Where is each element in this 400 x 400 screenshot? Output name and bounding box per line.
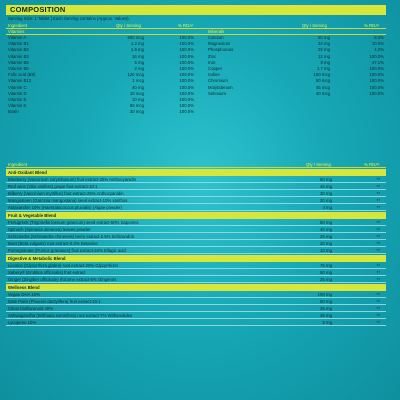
- ingredient-name: Sabery® (Emblica officinalis) fruit extract: [8, 270, 86, 275]
- ingredient-rda: **: [376, 263, 380, 268]
- ingredient-row: [6, 226, 386, 233]
- mineral-rda: 8.3%: [374, 35, 384, 40]
- ingredient-qty: 50 mg: [320, 220, 332, 225]
- mineral-rda: 100.0%: [369, 72, 384, 78]
- ingredient-qty: 5 mg: [322, 320, 332, 325]
- mineral-rda: 100.0%: [369, 90, 384, 96]
- mineral-name: Selenium: [208, 90, 226, 96]
- composition-panel: [6, 5, 386, 375]
- ingredient-name: Ashwagandha (Withania somnifera) root extract-7% Withanolides: [8, 313, 133, 318]
- vitamin-name: Biotin: [8, 109, 19, 115]
- ingredient-blends: [6, 169, 386, 326]
- header-minerals-rda: % RDA¹: [364, 23, 380, 28]
- blend-header: Anti-Oxidant Blend: [6, 169, 386, 176]
- ingredient-name: Bilberry (Vaccinium myrtillus) fruit extract-25% Anthocyanidin: [8, 191, 124, 196]
- ingredient-rda: **: [376, 198, 380, 203]
- vitamin-rda: 100.0%: [179, 78, 194, 84]
- vitamin-qty: 55 mcg: [129, 103, 144, 109]
- ingredient-row: [6, 233, 386, 240]
- mineral-name: Iron: [208, 59, 216, 65]
- ingredient-name: Beet (Beta vulgaris) root extract-0.3% Betanine: [8, 241, 98, 246]
- ingredient-name: Licorice (Glycyrrhiza glabra) root extract-20% Glycyrrhizin: [8, 263, 118, 268]
- ingredient-rda: **: [376, 227, 380, 232]
- vitamin-rda: 100.0%: [179, 90, 194, 96]
- vitamin-name: Vitamin E: [8, 96, 27, 102]
- ingredient-rda: **: [376, 306, 380, 311]
- mineral-qty: 1.7 mg: [316, 65, 330, 71]
- ingredient-rda: **: [376, 205, 380, 210]
- ingredient-qty: 100 mg: [317, 292, 332, 297]
- mineral-qty: 25 mg: [318, 47, 330, 53]
- vitamin-name: Vitamin B6: [8, 65, 29, 71]
- vitamin-rda: 100.0%: [179, 35, 194, 40]
- blend-header: Fruit & Vegetable Blend: [6, 212, 386, 219]
- vitamin-qty: 1 mcg: [132, 78, 144, 84]
- mineral-qty: 8 mg: [320, 59, 330, 65]
- vitamins-minerals-header: [6, 22, 386, 29]
- mineral-rda: 10.0%: [371, 41, 384, 47]
- ingredient-rda: **: [376, 292, 380, 297]
- ingredient-row: [6, 298, 386, 305]
- serving-size-text: Serving Size: 1 Tablet | Each Serving contains (Approx. Values).: [8, 16, 130, 21]
- ingredient-qty: 20 mg: [320, 241, 332, 246]
- ingredient-name: Pomegranate (Punica granatum) fruit extract-40% Ellagic acid: [8, 248, 126, 253]
- vitamin-name: Vitamin A: [8, 35, 27, 40]
- ingredient-rda: **: [376, 270, 380, 275]
- ingredient-rda: **: [376, 320, 380, 325]
- vitamin-qty: 1.6 mg: [130, 47, 144, 53]
- ingredient-rda: **: [376, 191, 380, 196]
- ingredient-name: Spinach (Spinacia oleracea) leaves powder: [8, 227, 91, 232]
- header-rda: % RDA¹: [178, 23, 194, 28]
- ingredient-name: Lycopene 10%: [8, 320, 37, 325]
- mineral-rda: 100.0%: [369, 65, 384, 71]
- mineral-name: Zinc: [208, 53, 217, 59]
- vitamin-qty: 600 mcg: [127, 35, 144, 40]
- mineral-rda: 4.2%: [374, 47, 384, 53]
- mineral-qty: 50 mg: [318, 35, 330, 40]
- ingredient-row: [6, 190, 386, 197]
- mineral-row: [206, 91, 386, 97]
- page-title: COMPOSITION: [6, 5, 386, 15]
- mineral-name: Calcium: [208, 35, 224, 40]
- mineral-name: Molybdenum: [208, 84, 233, 90]
- ingredient-name: Date Palm (Phoenix dactylifera) fruit extract-10:1: [8, 299, 101, 304]
- vitamin-rda: 100.0%: [179, 96, 194, 102]
- vitamin-rda: 100.0%: [179, 53, 194, 59]
- minerals-label: Minerals: [208, 29, 225, 34]
- ingredient-row: [6, 176, 386, 183]
- vitamin-name: Vitamin K: [8, 103, 27, 109]
- ingredient-row: [6, 269, 386, 276]
- mineral-qty: 50 mcg: [315, 78, 330, 84]
- header-ingredient: Ingredient: [8, 23, 28, 28]
- mineral-qty: 12 mg: [318, 53, 330, 59]
- vitamin-qty: 1.2 mg: [130, 41, 144, 47]
- vitamin-rda: 100.0%: [179, 84, 194, 90]
- vitamin-name: Vitamin B3: [8, 53, 29, 59]
- ingredient-qty: 20 mg: [320, 198, 332, 203]
- ingredient-name: Citrus bioflavonoid 40%: [8, 306, 54, 311]
- vitamin-rda: 100.0%: [179, 59, 194, 65]
- mineral-rda: 100.0%: [369, 78, 384, 84]
- vitamin-name: Vitamin B12: [8, 78, 32, 84]
- vitamin-rda: 100.0%: [179, 47, 194, 53]
- vitamin-name: Vitamin D: [8, 90, 27, 96]
- ingredients-header-qty: Qty / Serving: [306, 162, 331, 167]
- vitamin-rda: 100.0%: [179, 72, 194, 78]
- ingredient-name: Blueberry (Vaccinium corymbosum) fruit extract-25% Anthocyanidin: [8, 177, 137, 182]
- vitamin-name: Vitamin B1: [8, 41, 29, 47]
- ingredient-rda: **: [376, 177, 380, 182]
- vitamin-rda: 100.0%: [179, 41, 194, 47]
- vitamin-qty: 120 mcg: [127, 72, 144, 78]
- vitamin-qty: 10 mcg: [129, 90, 144, 96]
- ingredient-name: Red wine (Vitis vinifera) grape fruit extract-10:1: [8, 184, 98, 189]
- mineral-qty: 34 mg: [318, 41, 330, 47]
- vitamin-qty: 40 mg: [132, 84, 144, 90]
- vitamin-name: Folic acid (B9): [8, 72, 36, 78]
- ingredient-name: Fenugreek (Trigonella foenum graecum) seed extract-50% Saponins: [8, 220, 139, 225]
- ingredient-qty: 25 mg: [320, 313, 332, 318]
- ingredient-name: Vegan DHA 10%: [8, 292, 41, 297]
- mineral-qty: 40 mcg: [315, 90, 330, 96]
- ingredient-qty: 25 mg: [320, 306, 332, 311]
- header-qty: Qty / Serving: [116, 23, 141, 28]
- mineral-qty: 45 mcg: [315, 84, 330, 90]
- vitamin-qty: 2 mg: [134, 65, 144, 71]
- header-minerals-qty: Qty / Serving: [302, 23, 327, 28]
- minerals-list: [206, 35, 386, 97]
- ingredient-row: [6, 276, 386, 283]
- ingredient-qty: 50 mg: [320, 177, 332, 182]
- ingredient-qty: 45 mg: [320, 184, 332, 189]
- ingredient-name: Astaxanthin 10% (Haematococcus pluvialis) (Algae powder): [8, 205, 122, 210]
- vitamin-qty: 10 mg: [132, 96, 144, 102]
- ingredient-rda: **: [376, 313, 380, 318]
- ingredient-qty: 50 mg: [320, 299, 332, 304]
- mineral-qty: 150 mcg: [313, 72, 330, 78]
- mineral-name: Iodine: [208, 72, 220, 78]
- vitamin-name: Vitamin B2: [8, 47, 29, 53]
- ingredient-row: [6, 312, 386, 319]
- vitamins-minerals-table: [6, 35, 386, 157]
- mineral-name: Chromium: [208, 78, 228, 84]
- ingredient-row: [6, 204, 386, 211]
- ingredient-rda: **: [376, 277, 380, 282]
- mineral-name: Copper: [208, 65, 223, 71]
- ingredients-header: [6, 161, 386, 168]
- ingredient-rda: **: [376, 234, 380, 239]
- vitamins-list: [6, 35, 196, 115]
- ingredient-row: [6, 240, 386, 247]
- ingredients-header-rda: % RDA¹: [364, 162, 380, 167]
- ingredient-row: [6, 305, 386, 312]
- ingredient-rda: **: [376, 241, 380, 246]
- vitamins-label: Vitamins: [8, 29, 25, 34]
- mineral-name: Phosphorous: [208, 47, 234, 53]
- vitamin-rda: 100.0%: [179, 109, 194, 115]
- blend-header: Digestive & Metabolic Blend: [6, 255, 386, 262]
- ingredient-row: [6, 183, 386, 190]
- ingredient-rda: **: [376, 220, 380, 225]
- ingredients-header-name: Ingredient: [8, 162, 28, 167]
- ingredient-row: [6, 197, 386, 204]
- ingredient-qty: 25 mg: [320, 277, 332, 282]
- ingredient-rda: **: [376, 184, 380, 189]
- vitamin-rda: 100.0%: [179, 103, 194, 109]
- ingredient-rda: **: [376, 299, 380, 304]
- mineral-name: Magnesium: [208, 41, 231, 47]
- ingredient-row: [6, 262, 386, 269]
- ingredient-row: [6, 247, 386, 254]
- ingredient-qty: 30 mg: [320, 191, 332, 196]
- ingredient-qty: 10 mg: [320, 248, 332, 253]
- ingredient-row: [6, 319, 386, 326]
- mineral-rda: 47.1%: [371, 59, 384, 65]
- ingredient-qty: 75 mg: [320, 263, 332, 268]
- ingredient-name: Mangosteen (Garcinia mangostana) seed extract-10% xanthos: [8, 198, 128, 203]
- vitamin-name: Vitamin B5: [8, 59, 29, 65]
- vitamin-qty: 16 mg: [132, 53, 144, 59]
- vitamin-name: Vitamin C: [8, 84, 27, 90]
- ingredient-qty: 25 mg: [320, 234, 332, 239]
- mineral-rda: 100.0%: [369, 84, 384, 90]
- ingredient-qty: 40 mg: [320, 227, 332, 232]
- vitamin-qty: 30 mcg: [129, 109, 144, 115]
- ingredient-name: Ginger (Zingiber officinale) rhizome extract-5% Gingerols: [8, 277, 117, 282]
- vitamin-rda: 100.0%: [179, 65, 194, 71]
- ingredient-qty: 4 mg: [322, 205, 332, 210]
- ingredient-name: Schizandra (Schisandra chinensis) berry extract-2.5% Schizandrin: [8, 234, 135, 239]
- ingredient-rda: **: [376, 248, 380, 253]
- ingredient-qty: 50 mg: [320, 270, 332, 275]
- vitamin-row: [6, 109, 196, 115]
- blend-header: Wellness Blend: [6, 284, 386, 291]
- ingredient-row: [6, 291, 386, 298]
- vitamin-qty: 5 mg: [134, 59, 144, 65]
- mineral-rda: 100.0%: [369, 53, 384, 59]
- ingredient-row: [6, 219, 386, 226]
